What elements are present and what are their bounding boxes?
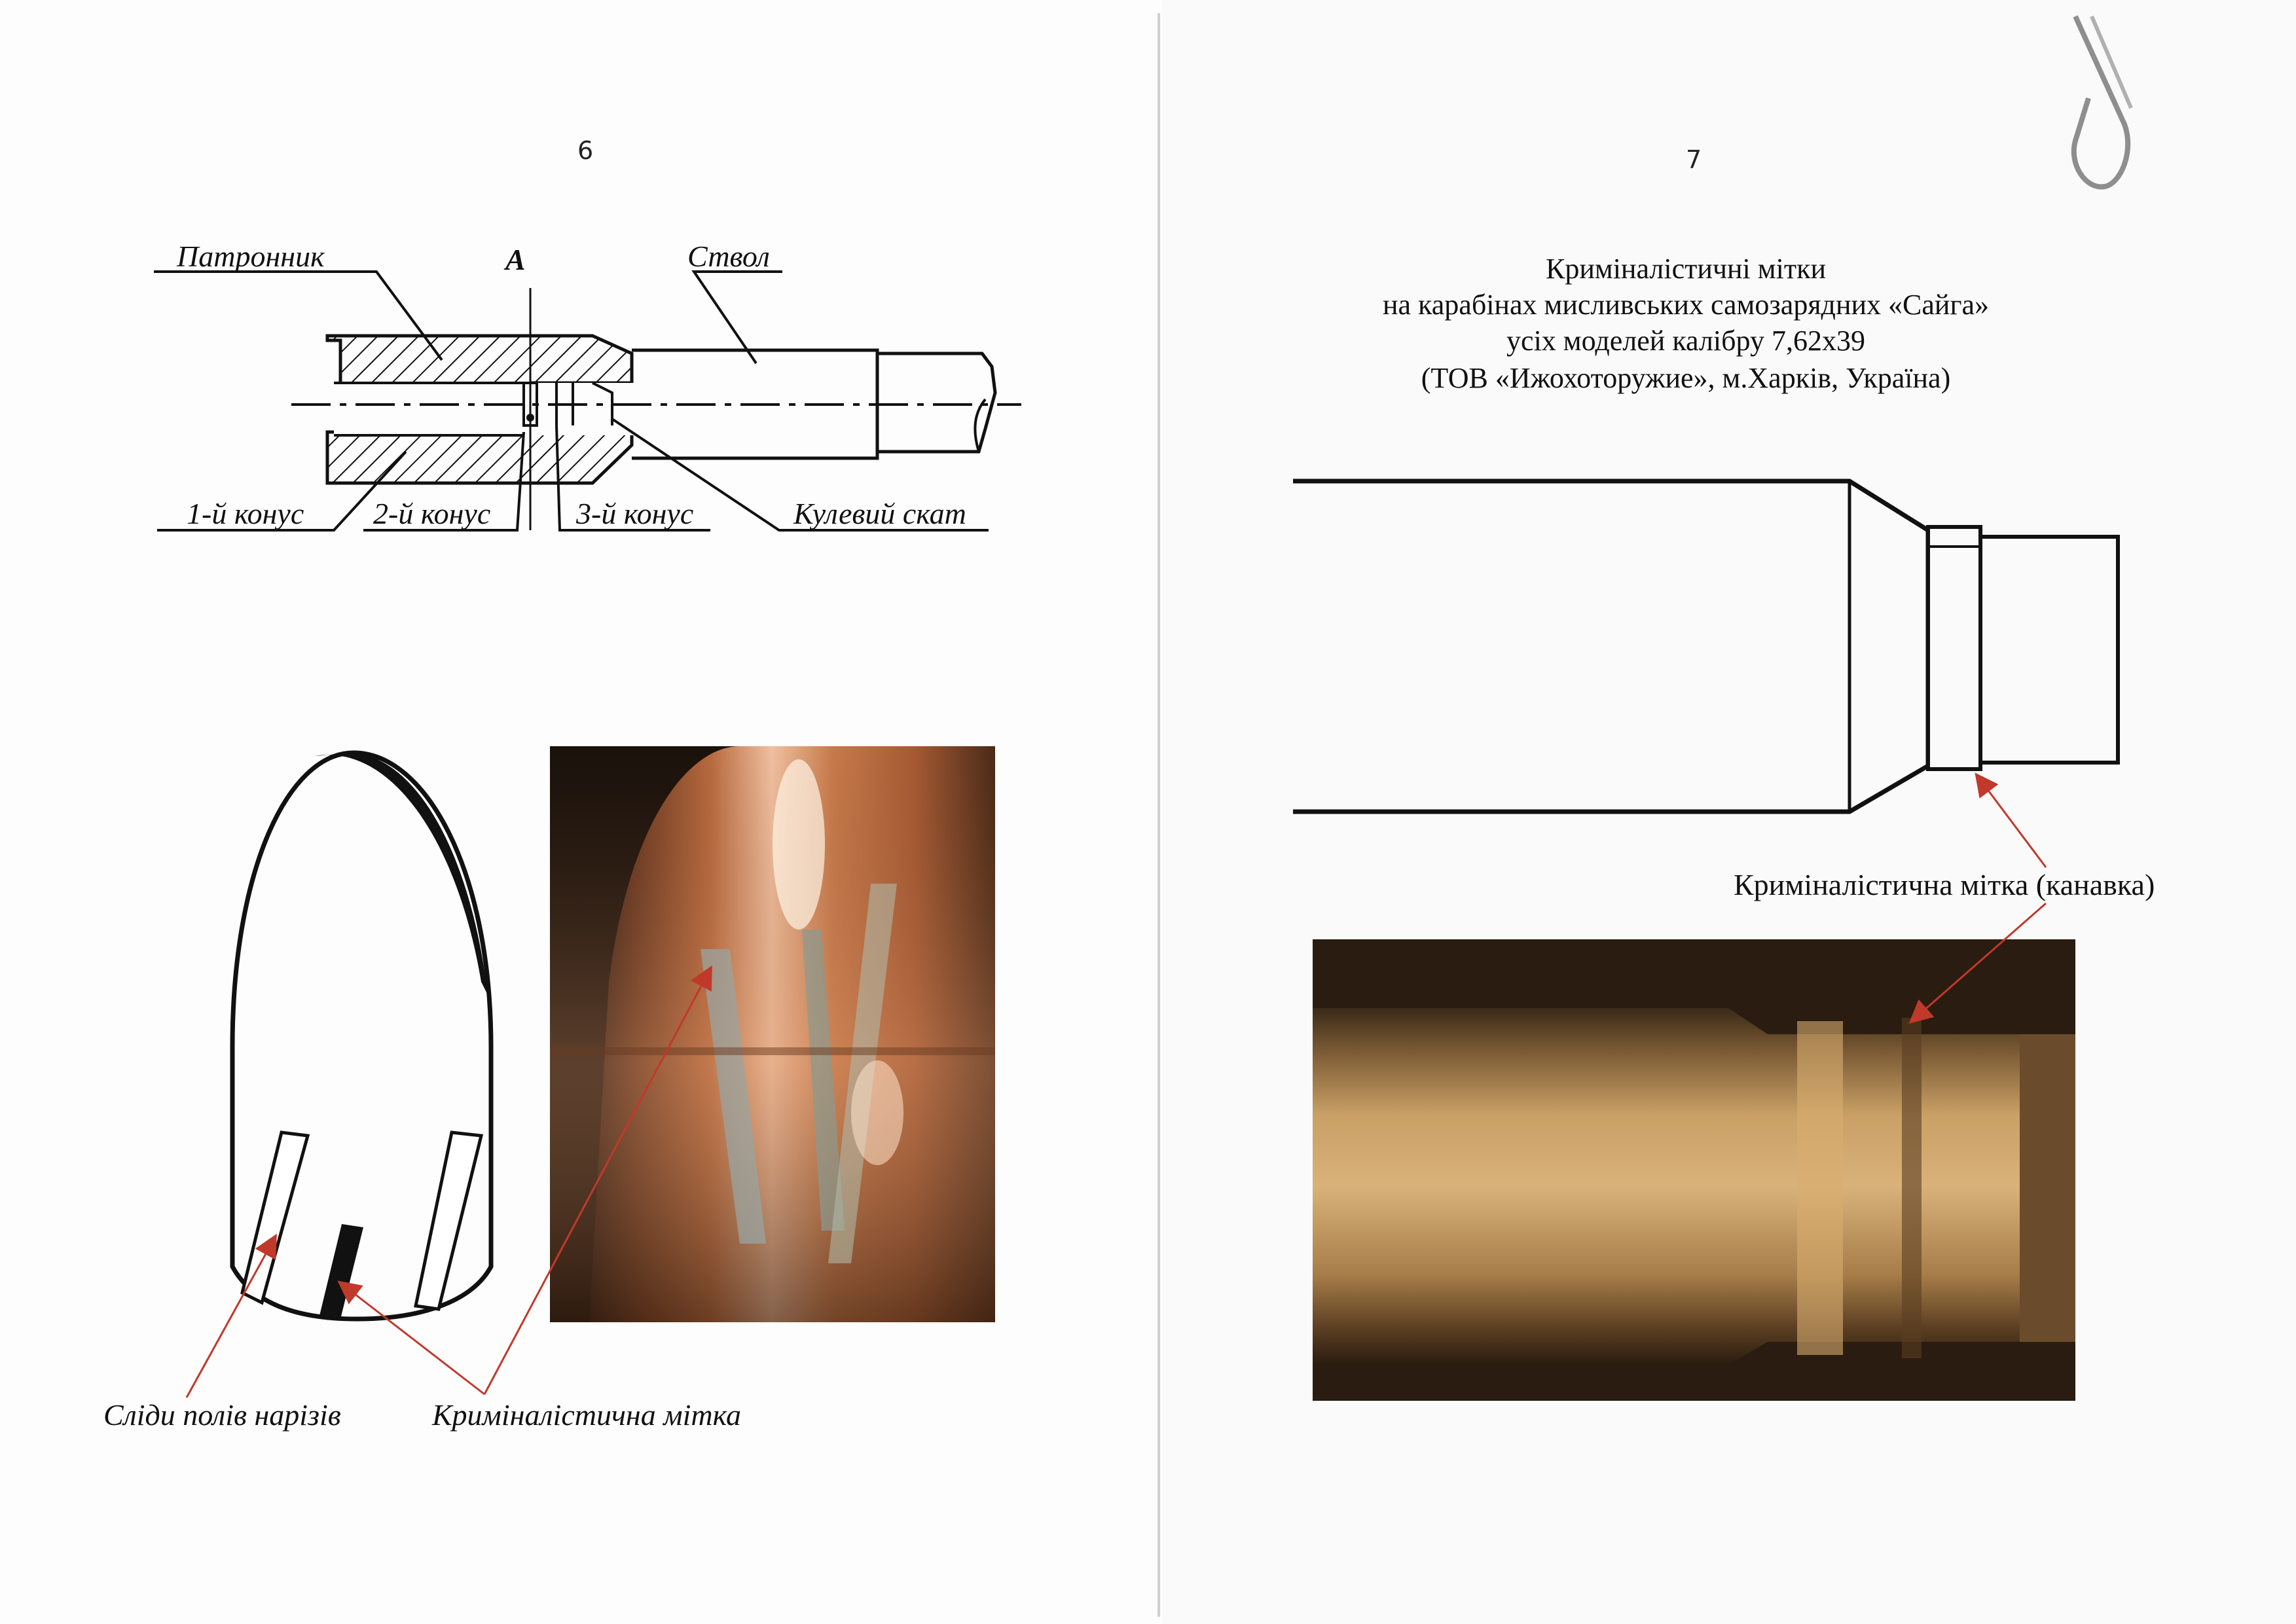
cartridge-photo-rim bbox=[2020, 1034, 2075, 1342]
caption-forensic-mark: Криміналістична мітка bbox=[432, 1398, 741, 1432]
label-barrel: Ствол bbox=[687, 240, 770, 273]
title-line-4: (ТОВ «Ижохоторужие», м.Харків, Україна) bbox=[1421, 362, 1951, 394]
label-section-a: А bbox=[505, 243, 526, 276]
label-cone-3: 3-й конус bbox=[576, 497, 694, 530]
page-number-left: 6 bbox=[577, 136, 594, 165]
chamber-bore-gap bbox=[334, 383, 524, 435]
chamber-diagram bbox=[154, 272, 1021, 530]
bullet-photo-highlight-2 bbox=[851, 1060, 903, 1165]
cartridge-rim bbox=[1980, 537, 2118, 763]
bullet-photo-highlight bbox=[773, 759, 825, 929]
bore-cut bbox=[524, 383, 635, 435]
page-number-right: 7 bbox=[1686, 145, 1702, 174]
barrel-end bbox=[877, 353, 995, 452]
label-chamber: Патронник bbox=[177, 240, 325, 273]
caption-rifling-traces: Сліди полів нарізів bbox=[103, 1398, 341, 1432]
cartridge-case-outline bbox=[1293, 481, 1928, 812]
bullet-outline-diagram bbox=[232, 753, 491, 1319]
bullet-photo bbox=[550, 746, 995, 1322]
title-line-1: Криміналістичні мітки bbox=[1545, 253, 1827, 285]
label-cone-2: 2-й конус bbox=[373, 497, 491, 530]
caption-forensic-groove: Криміналістична мітка (канавка) bbox=[1734, 868, 2155, 901]
label-cone-1: 1-й конус bbox=[187, 497, 304, 530]
label-bullet-ramp: Кулевий скат bbox=[793, 497, 966, 530]
title-line-3: усіх моделей калібру 7,62х39 bbox=[1506, 325, 1865, 357]
cartridge-outline-diagram bbox=[1293, 481, 2118, 812]
paper-clip bbox=[2074, 16, 2131, 187]
title-line-2: на карабінах мисливських самозарядних «Сайга» bbox=[1382, 289, 1990, 321]
bullet-photo-shade bbox=[550, 746, 995, 1322]
arrow-groove-drawing bbox=[1977, 776, 2046, 867]
section-a-point bbox=[526, 414, 534, 422]
bullet-photo-seam bbox=[550, 1047, 995, 1055]
cartridge-photo-ring bbox=[1797, 1021, 1843, 1355]
cartridge-photo bbox=[1313, 939, 2075, 1401]
cartridge-photo-groove bbox=[1902, 1018, 1922, 1358]
cartridge-groove bbox=[1928, 527, 1980, 769]
